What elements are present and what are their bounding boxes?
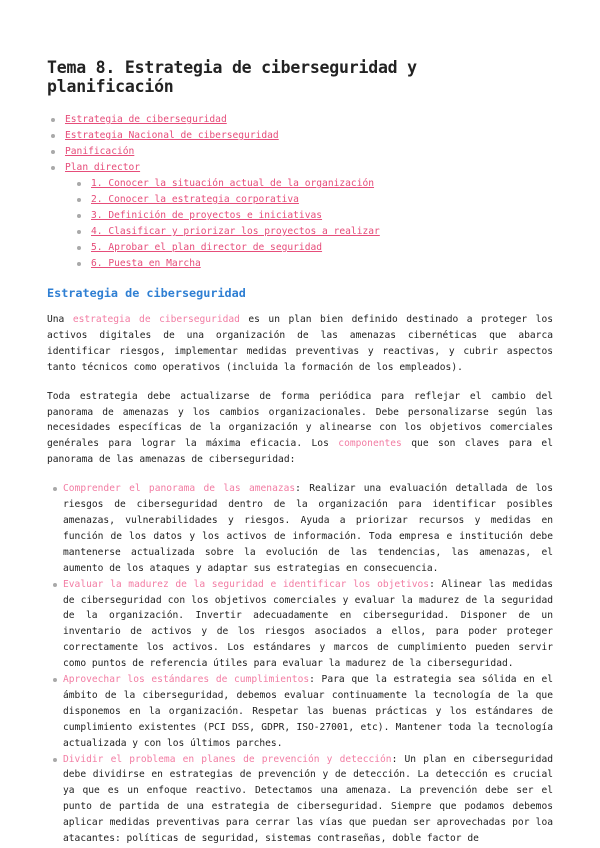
toc-link-step-4[interactable]: 4. Clasificar y priorizar los proyectos a realizar: [91, 226, 380, 237]
toc-item: [61, 160, 553, 272]
toc-link-plan-director[interactable]: Plan director: [65, 162, 141, 173]
paragraph-components: [47, 389, 553, 469]
paragraph-intro: [47, 312, 553, 376]
toc-subitem: [87, 192, 553, 208]
toc-link-panificacion[interactable]: Panificación: [65, 146, 135, 157]
item-text: : Alinear las medidas de ciberseguridad con los objetivos comerciales y evaluar la madurez de la seguridad de la organización. Invertir adecuadamente en ciberseguridad. Disponer de un inventario de activos y de los riesgos asociados a ellos, para poder proteger correctamente los activos. Los estándares y marcos de cumplimiento pueden servir como puntos de referencia útiles para evaluar la madurez de la ciberseguridad.: [63, 578, 554, 670]
toc-item: [61, 128, 553, 144]
toc-link-step-1[interactable]: 1. Conocer la situación actual de la organización: [91, 178, 375, 189]
page-title: Tema 8. Estrategia de ciberseguridad y planificación: [47, 58, 417, 96]
paragraph-text: es un plan bien definido destinado a proteger los activos digitales de una organización de las amenazas cibernéticas que abarca identificar riesgos, implementar medidas preventivas y reactivas, y cubrir aspectos tanto técnicos como operativos (incluida la formación de los empleados).: [47, 314, 554, 373]
highlight-term: componentes: [338, 438, 402, 450]
toc-link-step-3[interactable]: 3. Definición de proyectos e iniciativas: [91, 210, 323, 221]
toc-link-estrategia-nacional[interactable]: Estrategia Nacional de ciberseguridad: [65, 130, 279, 141]
toc-subitem: [87, 256, 553, 272]
toc-link-estrategia[interactable]: Estrategia de ciberseguridad: [65, 114, 227, 125]
list-item: [63, 481, 553, 576]
component-list: [47, 481, 553, 847]
section-heading: Estrategia de ciberseguridad: [47, 286, 246, 300]
table-of-contents: [47, 112, 553, 272]
list-item: [63, 672, 553, 752]
paragraph-text: Una: [47, 314, 73, 325]
item-text: : Para que la estrategia sea sólida en el ámbito de la ciberseguridad, debemos evaluar continuamente la tecnología de la que disponemos en la organización. Respetar las buenas prácticas y los estándares de cumplimiento existentes (PCI DSS, GDPR, ISO-27001, etc). Mantener toda la tecnología actualizada y con los últimos parches.: [63, 674, 553, 749]
item-term: Comprender el panorama de las amenazas: [63, 483, 296, 495]
toc-link-step-5[interactable]: 5. Aprobar el plan director de seguridad: [91, 242, 323, 253]
toc-link-step-2[interactable]: 2. Conocer la estrategia corporativa: [91, 194, 299, 205]
paragraph-text: Toda estrategia debe actualizarse de forma periódica para reflejar el cambio del panorama de amenazas y los cambios organizacionales. Debe personalizarse según las necesidades específicas de la organización y alinearse con los objetivos comerciales genérales para lograr la máxima eficacia. Los: [47, 390, 553, 450]
toc-sublist: [65, 176, 553, 272]
paragraph-text: que son claves para el panorama de las amenazas de ciberseguridad:: [47, 438, 553, 466]
item-term: Dividir el problema en planes de prevención y detección: [63, 753, 392, 765]
list-item: [63, 752, 553, 847]
list-item: [63, 577, 553, 672]
item-text: : Un plan en ciberseguridad debe dividirse en estrategias de prevención y de detección. La detección es crucial ya que es un enfoque reactivo. Detectamos una amenaza. La prevención debe ser el punto de partida de una estrategia de ciberseguridad. Siempre que podamos debemos aplicar medidas preventivas para cerrar las vías que puedan ser aprovechadas por loa atacantes: políticas de seguridad, sistemas contraseñas, doble factor de: [63, 753, 553, 845]
toc-subitem: [87, 224, 553, 240]
item-text: : Realizar una evaluación detallada de los riesgos de ciberseguridad dentro de la organización para identificar posibles amenazas, vulnerabilidades y riesgos. Ayuda a priorizar recursos y medidas en función de los datos y los activos de información. Toda empresa e institución debe mantenerse actualizada sobre la evolución de las tendencias, las amenazas, el aumento de los ataques y adaptar sus estrategias en consecuencia.: [63, 483, 553, 574]
toc-item: [61, 144, 553, 160]
toc-subitem: [87, 208, 553, 224]
toc-subitem: [87, 176, 553, 192]
toc-item: [61, 112, 553, 128]
toc-subitem: [87, 240, 553, 256]
highlight-term: estrategia de ciberseguridad: [72, 314, 240, 325]
item-term: Aprovechar los estándares de cumplimientos: [63, 674, 310, 686]
item-term: Evaluar la madurez de la seguridad e identificar los objetivos: [63, 578, 430, 590]
toc-link-step-6[interactable]: 6. Puesta en Marcha: [91, 258, 201, 269]
